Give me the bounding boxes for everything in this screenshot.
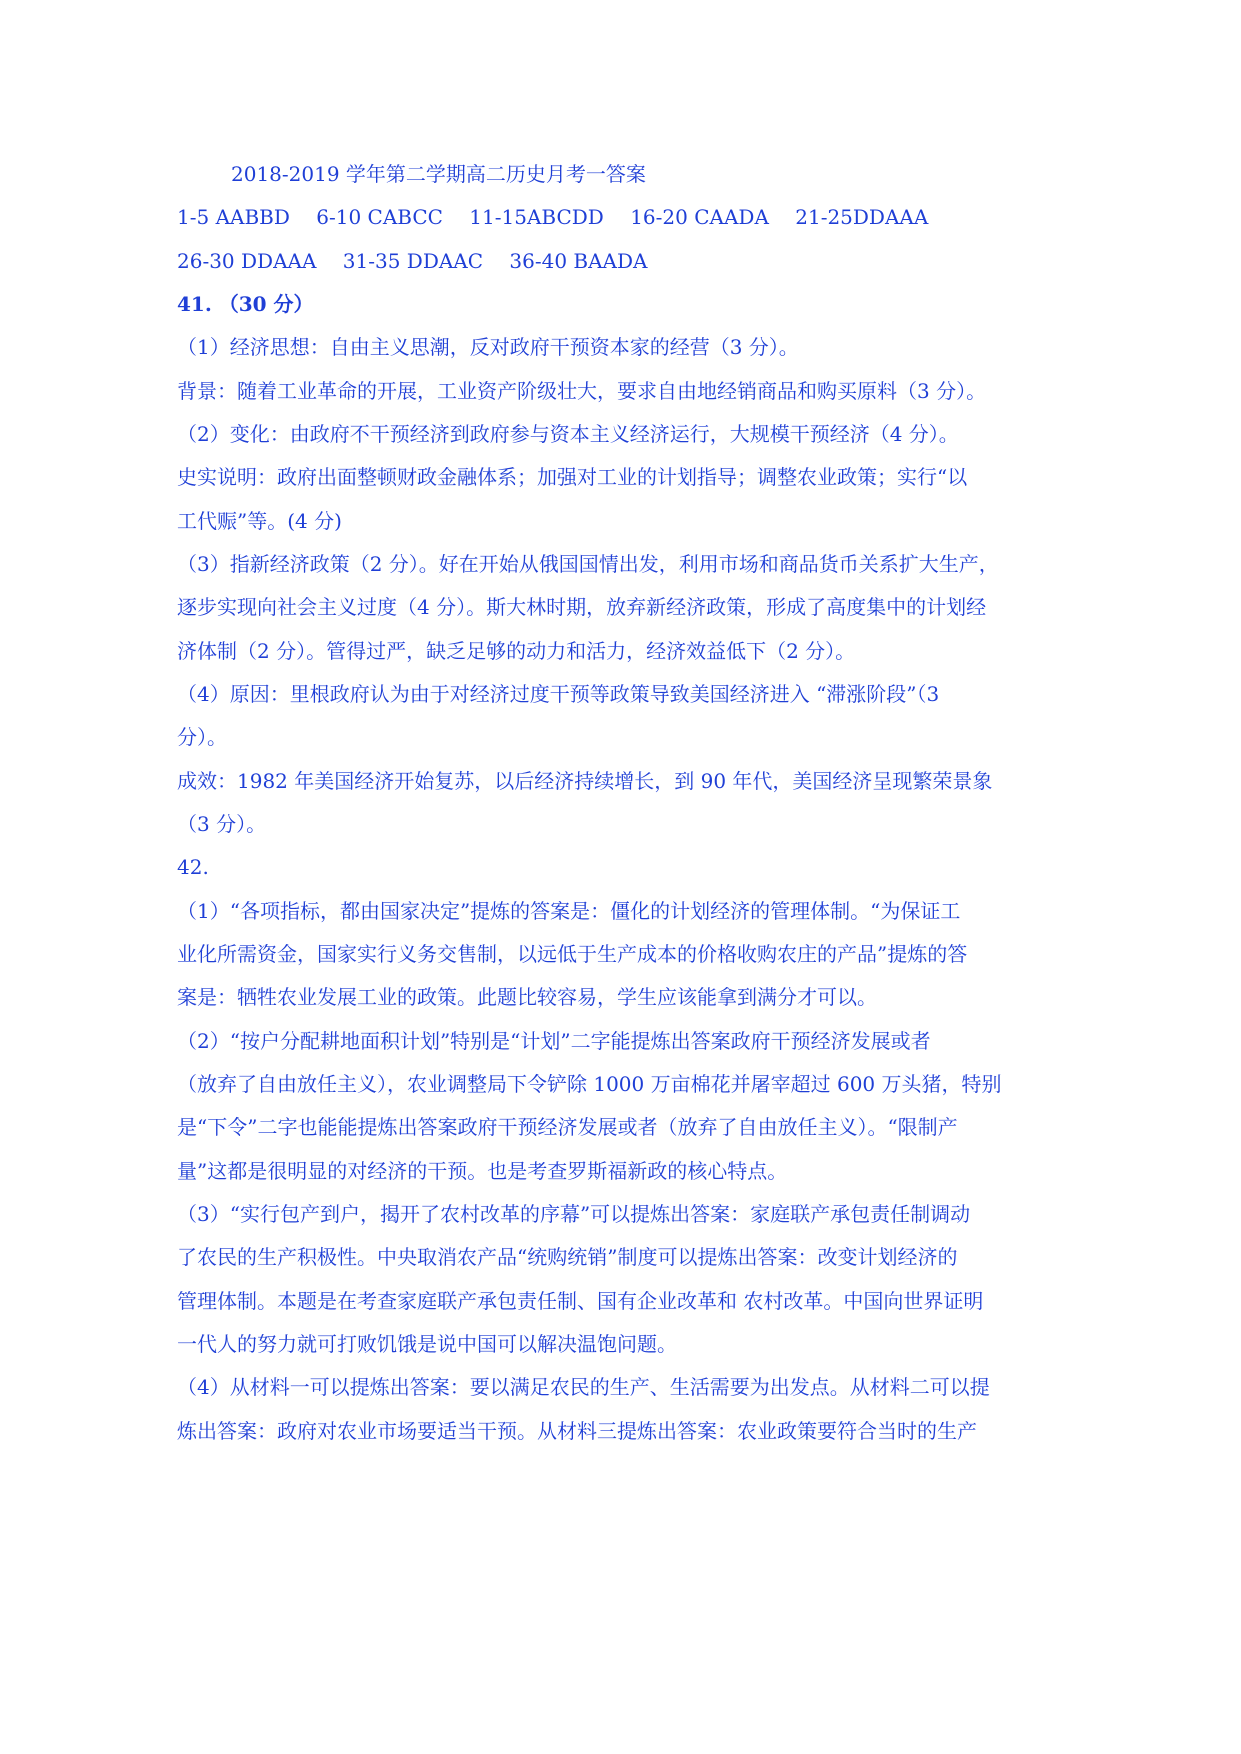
document-title: 2018-2019 学年第二学期高二历史月考一答案	[231, 162, 646, 186]
q42-text-line: （4）从材料一可以提炼出答案：要以满足农民的生产、生活需要为出发点。从材料二可以提	[177, 1375, 990, 1399]
question-41-heading: 41. （30 分）	[177, 292, 314, 316]
question-42-heading: 42.	[177, 855, 209, 879]
q41-text-line: 工代赈”等。(4 分)	[177, 509, 342, 533]
q42-text-line: 管理体制。本题是在考查家庭联产承包责任制、国有企业改革和 农村改革。中国向世界证明	[177, 1289, 984, 1313]
q42-text-line: 一代人的努力就可打败饥饿是说中国可以解决温饱问题。	[177, 1332, 677, 1356]
q42-text-line: 量”这都是很明显的对经济的干预。也是考查罗斯福新政的核心特点。	[177, 1159, 788, 1183]
q42-text-line: 业化所需资金，国家实行义务交售制，以远低于生产成本的价格收购农庄的产品”提炼的答	[177, 942, 968, 966]
q41-text-line: （3）指新经济政策（2 分）。好在开始从俄国国情出发，利用市场和商品货币关系扩大生产，	[177, 552, 999, 576]
q42-text-line: （1）“各项指标，都由国家决定”提炼的答案是：僵化的计划经济的管理体制。“为保证工	[177, 899, 961, 923]
q42-text-line: （2）“按户分配耕地面积计划”特别是“计划”二字能提炼出答案政府干预经济发展或者	[177, 1029, 931, 1053]
q41-text-line: 分）。	[177, 725, 227, 749]
q41-text-line: 逐步实现向社会主义过度（4 分）。斯大林时期，放弃新经济政策，形成了高度集中的计划经	[177, 595, 987, 619]
q42-text-line: （3）“实行包产到户，揭开了农村改革的序幕”可以提炼出答案：家庭联产承包责任制调动	[177, 1202, 971, 1226]
q41-text-line: （4）原因：里根政府认为由于对经济过度干预等政策导致美国经济进入 “滞涨阶段”（3	[177, 682, 940, 706]
q42-text-line: 案是：牺牲农业发展工业的政策。此题比较容易，学生应该能拿到满分才可以。	[177, 985, 877, 1009]
q41-text-line: （1）经济思想：自由主义思潮，反对政府干预资本家的经营（3 分）。	[177, 335, 799, 359]
q41-text-line: 成效：1982 年美国经济开始复苏，以后经济持续增长，到 90 年代，美国经济呈现繁荣景象	[177, 769, 993, 793]
q42-text-line: 了农民的生产积极性。中央取消农产品“统购统销”制度可以提炼出答案：改变计划经济的	[177, 1245, 958, 1269]
q41-text-line: 背景：随着工业革命的开展，工业资产阶级壮大，要求自由地经销商品和购买原料（3 分）。	[177, 379, 987, 403]
answer-key-line-1: 1-5 AABBD 6-10 CABCC 11-15ABCDD 16-20 CAADA 21-25DDAAA	[177, 205, 929, 229]
q42-text-line: 是“下令”二字也能能提炼出答案政府干预经济发展或者（放弃了自由放任主义）。“限制产	[177, 1115, 958, 1139]
q41-text-line: （3 分）。	[177, 812, 267, 836]
q41-text-line: （2）变化：由政府不干预经济到政府参与资本主义经济运行，大规模干预经济（4 分）。	[177, 422, 959, 446]
q41-text-line: 济体制（2 分）。管得过严，缺乏足够的动力和活力，经济效益低下（2 分）。	[177, 639, 856, 663]
q41-text-line: 史实说明：政府出面整顿财政金融体系；加强对工业的计划指导；调整农业政策；实行“以	[177, 465, 968, 489]
q42-text-line: 炼出答案：政府对农业市场要适当干预。从材料三提炼出答案：农业政策要符合当时的生产	[177, 1419, 977, 1443]
q42-text-line: （放弃了自由放任主义），农业调整局下令铲除 1000 万亩棉花并屠宰超过 600 万头猪，特别	[177, 1072, 1002, 1096]
answer-key-line-2: 26-30 DDAAA 31-35 DDAAC 36-40 BAADA	[177, 249, 648, 273]
